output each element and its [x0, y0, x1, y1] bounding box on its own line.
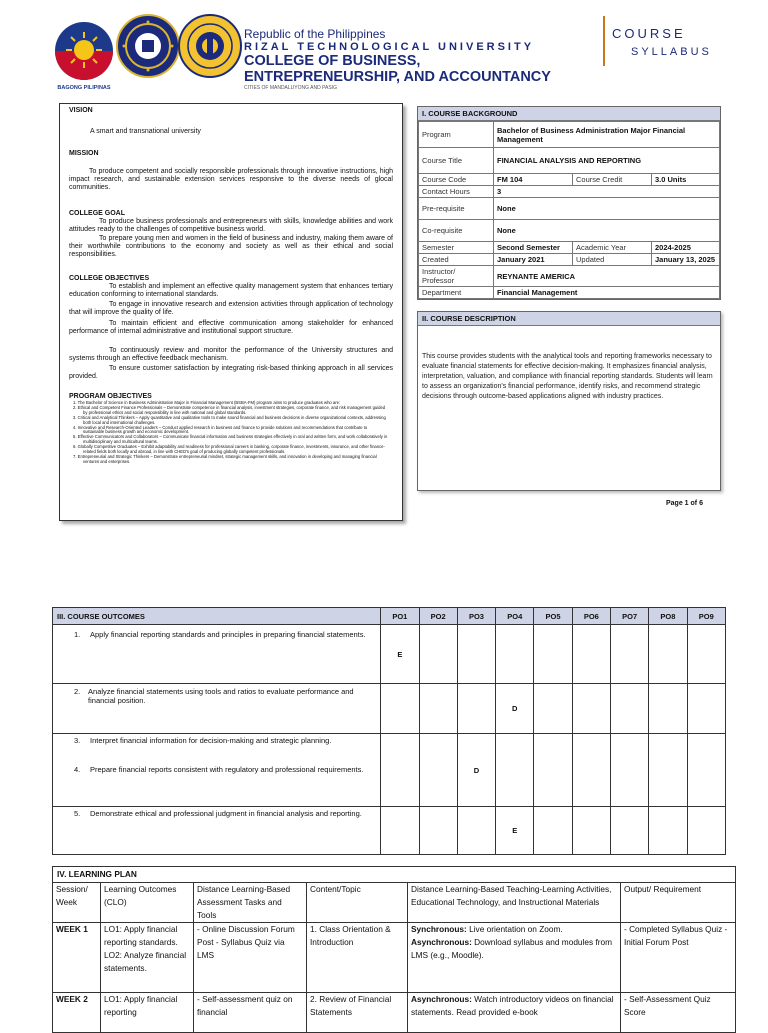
- outcome-text: Demonstrate ethical and professional judgment in financial analysis and reporting.: [90, 809, 362, 818]
- updated-value: January 13, 2025: [652, 254, 720, 266]
- course-code-label: Course Code: [419, 174, 494, 186]
- college-objectives-title: COLLEGE OBJECTIVES: [69, 275, 150, 282]
- outcome-mark: [419, 734, 457, 807]
- outcome-number: 3.: [74, 736, 81, 745]
- college-objective-1: To establish and implement an effective quality management system that enhances tertiary education conforming to international standards.: [69, 283, 393, 299]
- po-header: PO3: [457, 608, 495, 625]
- outcome-mark: [419, 807, 457, 855]
- college-seal: [178, 14, 242, 78]
- course-description-box: [417, 311, 721, 491]
- program-objective-item: 1. The Bachelor of Science in Business Administration Major in Financial Management (BSBA-FM) program aims to produce graduates who are:: [73, 400, 341, 405]
- assessment-cell: - Online Discussion Forum Post - Syllabus Quiz via LMS: [194, 923, 307, 993]
- college-goal-1: To produce business professionals and entrepreneurs with skills, knowledge abilities and work attitudes ready to the challenges of competitive business world.: [69, 218, 393, 234]
- instructor-label: [419, 266, 494, 287]
- outcome-mark: [534, 684, 572, 734]
- col-header-clo: Learning Outcomes (CLO): [101, 883, 194, 923]
- prerequisite-label: Pre-requisite: [419, 198, 494, 220]
- outcome-mark: [496, 625, 534, 684]
- instructor-label-line2: Professor: [422, 276, 455, 285]
- activity-mode: Synchronous:: [411, 924, 467, 934]
- created-value: January 2021: [494, 254, 573, 266]
- outcome-row: [53, 807, 726, 855]
- clo-cell: LO1: Apply financial reporting: [101, 993, 194, 1033]
- university-name: RIZAL TECHNOLOGICAL UNIVERSITY: [244, 41, 535, 53]
- college-goal-2: To prepare young men and women in the field of business and industry, making them aware of their worthwhile contributions to the economy and society as well as their ethical and social responsibilities.: [69, 235, 393, 259]
- program-objective-item: 3. Critical and Analytical Thinkers – Apply quantitative and qualitative tools to make sound financial and business decisions in diverse organizational contexts, addressing both local and international challenges.: [73, 414, 386, 425]
- program-label: Program: [419, 122, 494, 148]
- outcome-mark: E: [381, 625, 419, 684]
- doc-type-line1: COURSE: [612, 26, 686, 41]
- outcome-cell: [53, 684, 381, 734]
- learning-plan-table: [52, 866, 736, 1033]
- cities-line: CITIES OF MANDALUYONG AND PASIG: [244, 85, 337, 91]
- outcome-number: 4.: [74, 765, 81, 774]
- department-value: Financial Management: [494, 287, 720, 299]
- academic-year-value: 2024-2025: [652, 242, 720, 254]
- program-objective-item: 2. Ethical and Competent Finance Professionals – Demonstrate competence in financial analysis, investment strategies, corporate finance, and risk management guided by professional ethics and social responsibility in line with national and global standards.: [73, 404, 386, 415]
- output-cell: - Completed Syllabus Quiz - Initial Forum Post: [621, 923, 736, 993]
- page-number: Page 1 of 6: [666, 500, 703, 507]
- po-header: PO8: [649, 608, 687, 625]
- college-name-line2: ENTREPRENEURSHIP, AND ACCOUNTANCY: [244, 69, 551, 85]
- outcome-mark: [572, 807, 610, 855]
- created-label: Created: [419, 254, 494, 266]
- output-cell: - Self-Assessment Quiz Score: [621, 993, 736, 1033]
- activity-mode: Asynchronous:: [411, 937, 472, 947]
- outcome-mark: [687, 625, 725, 684]
- outcome-mark: [572, 625, 610, 684]
- outcome-mark: [496, 734, 534, 807]
- outcome-text: Prepare financial reports consistent with regulatory and professional requirements.: [90, 765, 364, 774]
- course-outcomes-title: III. COURSE OUTCOMES: [53, 608, 381, 625]
- program-objectives-list: [73, 401, 389, 465]
- outcome-row: [53, 625, 726, 684]
- col-header-topic: Content/Topic: [307, 883, 408, 923]
- document-type-label: [603, 16, 735, 66]
- col-header-output: Output/ Requirement: [621, 883, 736, 923]
- outcome-mark: [610, 625, 648, 684]
- outcome-mark: D: [496, 684, 534, 734]
- college-objective-4: To continuously review and monitor the performance of the University structures and systems through an effective feedback mechanism.: [69, 347, 393, 363]
- learning-plan-title: IV. LEARNING PLAN: [53, 867, 736, 883]
- outcome-mark: [457, 684, 495, 734]
- activity-text: Watch introductory videos on financial statements. Read provided e-book: [411, 994, 614, 1017]
- instructor-value: REYNANTE AMERICA: [494, 266, 720, 287]
- course-credit-label: Course Credit: [573, 174, 652, 186]
- course-description-title: II. COURSE DESCRIPTION: [418, 312, 720, 326]
- clo-cell: LO1: Apply financial reporting standards. LO2: Analyze financial statements.: [101, 923, 194, 993]
- bagong-pilipinas-logo: [52, 20, 116, 90]
- rtu-seal: [116, 14, 180, 78]
- outcome-number: 1.: [74, 630, 81, 639]
- outcome-mark: [457, 807, 495, 855]
- outcome-number: 2.: [74, 687, 81, 696]
- week-label: WEEK 2: [53, 993, 101, 1033]
- outcome-mark: [534, 734, 572, 807]
- college-objective-5: To ensure customer satisfaction by integrating risk-based thinking approach in all services provided.: [69, 365, 393, 381]
- contact-hours-value: 3: [494, 186, 720, 198]
- program-value: Bachelor of Business Administration Major Financial Management: [494, 122, 720, 148]
- outcome-cell: [53, 734, 381, 807]
- course-outcomes-table: [52, 607, 726, 855]
- po-header: PO7: [610, 608, 648, 625]
- contact-hours-label: Contact Hours: [419, 186, 494, 198]
- po-header: PO1: [381, 608, 419, 625]
- course-description-text: This course provides students with the analytical tools and reporting frameworks necessary to evaluate financial statements for effective decision-making. It emphasizes financial analysis, interpretation, valuation, and compliance with financial reporting standards. Students will learn to assess an organization's financial performance, identify risks, and recommend strategic decisions through outcome-based applications aligned with industry practices.: [422, 353, 713, 400]
- vision-text: A smart and transnational university: [90, 128, 201, 135]
- po-header: PO2: [419, 608, 457, 625]
- activity-text: Download syllabus and modules from LMS (e.g., Moodle).: [411, 937, 613, 960]
- po-header: PO4: [496, 608, 534, 625]
- doc-type-line2: SYLLABUS: [631, 46, 712, 58]
- outcome-mark: [649, 734, 687, 807]
- outcome-mark: [381, 684, 419, 734]
- outcome-mark: [610, 807, 648, 855]
- college-goal-title: COLLEGE GOAL: [69, 210, 125, 217]
- academic-year-label: Academic Year: [573, 242, 652, 254]
- outcome-mark: D: [457, 734, 495, 807]
- course-title-label: Course Title: [419, 148, 494, 174]
- course-title-value: FINANCIAL ANALYSIS AND REPORTING: [494, 148, 720, 174]
- course-background-table: [418, 121, 720, 299]
- program-objective-item: 7. Entrepreneurial and Strategic Thinkers – Demonstrate entrepreneurial mindset, strategic management skills, and innovation in developing and managing financial ventures and enterprises.: [73, 453, 377, 464]
- department-label: Department: [419, 287, 494, 299]
- institution-header: [244, 28, 551, 92]
- assessment-cell: - Self-assessment quiz on financial: [194, 993, 307, 1033]
- outcome-mark: [534, 807, 572, 855]
- outcome-mark: [381, 807, 419, 855]
- program-objective-item: 6. Globally Competitive Graduates – Exhibit adaptability and readiness for professional careers in banking, corporate finance, investments, insurance, and other finance-related fields both locally and abroad, in line with CHED's goal of producing globally competent professionals.: [73, 444, 385, 455]
- po-header: PO5: [534, 608, 572, 625]
- outcome-row: [53, 734, 726, 807]
- semester-label: Semester: [419, 242, 494, 254]
- activities-cell: [408, 993, 621, 1033]
- po-header: PO6: [572, 608, 610, 625]
- college-objective-2: To engage in innovative research and extension activities through application of technology that will improve the quality of life.: [69, 301, 393, 317]
- course-background-title: I. COURSE BACKGROUND: [418, 107, 720, 121]
- outcome-text: Apply financial reporting standards and principles in preparing financial statements.: [90, 630, 366, 639]
- outcome-mark: [457, 625, 495, 684]
- outcome-mark: [649, 684, 687, 734]
- outcome-mark: [381, 734, 419, 807]
- col-header-activities: Distance Learning-Based Teaching-Learning Activities, Educational Technology, and Instructional Materials: [408, 883, 621, 923]
- outcome-text: Analyze financial statements using tools and ratios to evaluate performance and financial position.: [88, 687, 354, 705]
- course-code-value: FM 104: [494, 174, 573, 186]
- outcome-mark: [649, 807, 687, 855]
- instructor-label-line1: Instructor/: [422, 267, 456, 276]
- outcome-mark: [610, 684, 648, 734]
- learning-plan-row: [53, 923, 736, 993]
- college-objective-3: To maintain efficient and effective communication among stakeholder for enhanced performance of internal administrative and institutional support structure.: [69, 320, 393, 336]
- po-header: PO9: [687, 608, 725, 625]
- learning-plan-header-row: [53, 883, 736, 923]
- outcome-mark: [572, 734, 610, 807]
- updated-label: Updated: [573, 254, 652, 266]
- college-name-line1: COLLEGE OF BUSINESS,: [244, 53, 421, 69]
- course-credit-value: 3.0 Units: [652, 174, 720, 186]
- outcome-mark: E: [496, 807, 534, 855]
- mission-text: To produce competent and socially responsible professionals through innovative instructions, high impact research, and sustainable extension services responsive to the diverse needs of glocal communities.: [69, 168, 393, 192]
- program-objectives-title: PROGRAM OBJECTIVES: [69, 393, 152, 400]
- republic-line: Republic of the Philippines: [244, 27, 386, 41]
- bagong-pilipinas-caption: BAGONG PILIPINAS: [57, 85, 111, 91]
- course-background-box: [417, 106, 721, 300]
- outcome-text: Interpret financial information for decision-making and strategic planning.: [90, 736, 332, 745]
- outcome-cell: [53, 807, 381, 855]
- outcome-mark: [687, 807, 725, 855]
- vision-title: VISION: [69, 107, 93, 114]
- program-objective-item: 4. Innovative and Research-Oriented Leaders – Conduct applied research in business and finance to provide solutions and recommendations that contribute to sustainable business growth and economic development.: [73, 424, 368, 435]
- outcome-number: 5.: [74, 809, 81, 818]
- outcome-row: [53, 684, 726, 734]
- activity-text: Live orientation on Zoom.: [466, 924, 563, 934]
- week-label: WEEK 1: [53, 923, 101, 993]
- program-objective-item: 5. Effective Communicators and Collaborators – Communicate financial information and business strategies effectively in oral and written form, and work collaboratively in multidisciplinary and multicultural teams.: [73, 434, 388, 445]
- outcome-mark: [534, 625, 572, 684]
- corequisite-label: Co-requisite: [419, 220, 494, 242]
- col-header-assessment: Distance Learning-Based Assessment Tasks and Tools: [194, 883, 307, 923]
- mission-title: MISSION: [69, 150, 99, 157]
- outcome-cell: [53, 625, 381, 684]
- learning-plan-row: [53, 993, 736, 1033]
- outcome-mark: [687, 684, 725, 734]
- activities-cell: [408, 923, 621, 993]
- activity-mode: Asynchronous:: [411, 994, 472, 1004]
- topic-cell: 1. Class Orientation & Introduction: [307, 923, 408, 993]
- outcome-mark: [610, 734, 648, 807]
- outcome-mark: [419, 684, 457, 734]
- outcome-mark: [687, 734, 725, 807]
- semester-value: Second Semester: [494, 242, 573, 254]
- outcome-mark: [419, 625, 457, 684]
- topic-cell: 2. Review of Financial Statements: [307, 993, 408, 1033]
- outcome-mark: [572, 684, 610, 734]
- col-header-session: Session/ Week: [53, 883, 101, 923]
- outcome-mark: [649, 625, 687, 684]
- prerequisite-value: None: [494, 198, 720, 220]
- corequisite-value: None: [494, 220, 720, 242]
